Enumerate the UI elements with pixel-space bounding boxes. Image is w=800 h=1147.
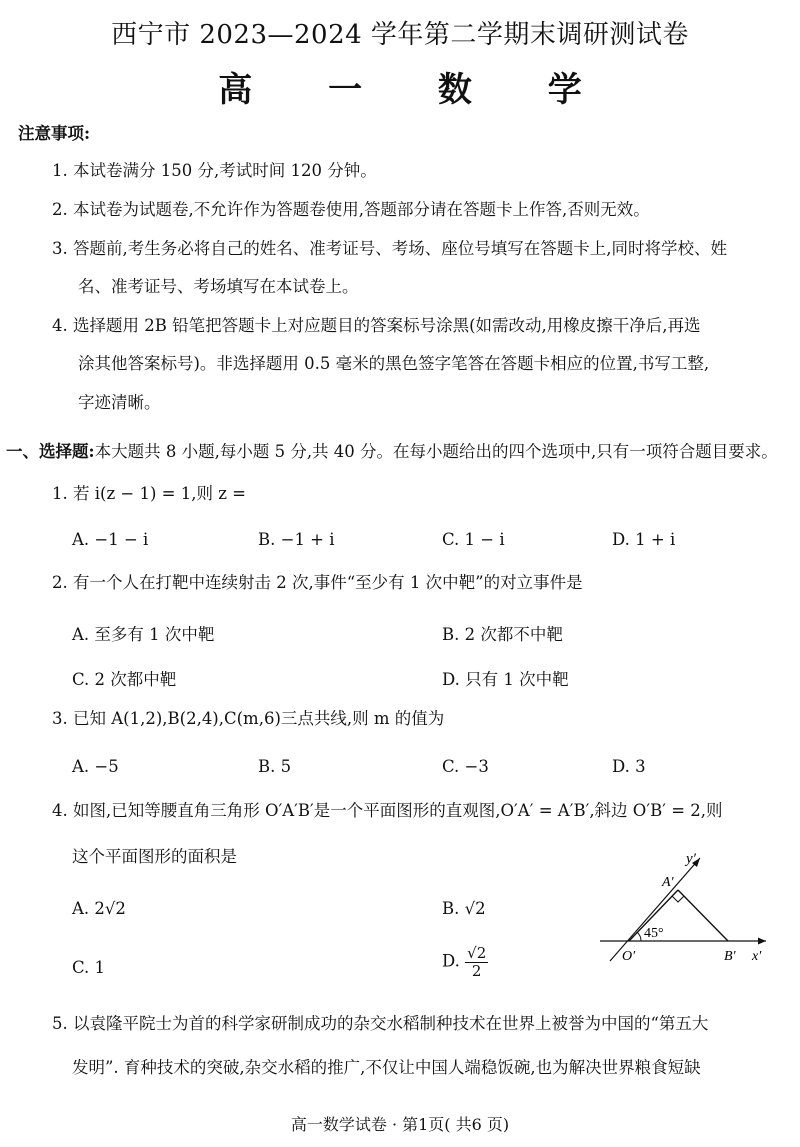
y-axis-line [610,858,700,961]
question-4-option-d [442,945,488,979]
question-1-option-d: D. 1 + i [612,530,676,549]
question-1-stem: 1. 若 i(z − 1) = 1,则 z = [52,484,246,503]
question-3-stem: 3. 已知 A(1,2),B(2,4),C(m,6)三点共线,则 m 的值为 [52,709,445,728]
question-5-stem: 5. 以袁隆平院士为首的科学家研制成功的杂交水稻制种技术在世界上被誉为中国的“第五大 [52,1014,709,1033]
question-4-figure [596,848,776,970]
notice-item-1: 1. 本试卷满分 150 分,考试时间 120 分钟。 [52,161,377,180]
right-angle-mark [672,896,684,902]
notice-item-4-cont2: 字迹清晰。 [78,393,161,412]
question-4-stem-cont: 这个平面图形的面积是 [72,847,237,866]
question-4-option-b: B. √2 [442,899,486,918]
point-a-label: A′ [662,875,674,890]
x-axis-arrow [758,938,766,945]
question-2-option-c: C. 2 次都中靶 [72,670,177,689]
question-4-stem: 4. 如图,已知等腰直角三角形 O′A′B′是一个平面图形的直观图,O′A′ = A′B′,斜边 O′B′ = 2,则 [52,801,723,820]
notice-heading: 注意事项: [18,124,91,143]
notice-item-4: 4. 选择题用 2B 铅笔把答题卡上对应题目的答案标号涂黑(如需改动,用橡皮擦干净后,再选 [52,316,701,335]
side-a-b [678,890,728,941]
question-5-stem-cont: 发明”. 育种技术的突破,杂交水稻的推广,不仅让中国人端稳饭碗,也为解决世界粮食短缺 [72,1058,701,1077]
subject-title: 高 一 数 学 [218,70,614,110]
question-1-option-c: C. 1 − i [442,530,505,549]
x-axis-label: x′ [752,949,762,964]
angle-arc [637,932,641,941]
point-b-label: B′ [724,949,736,964]
notice-item-3-cont: 名、准考证号、考场填写在本试卷上。 [78,277,359,296]
question-2-option-a: A. 至多有 1 次中靶 [72,625,215,644]
fraction-denominator: 2 [471,961,482,980]
question-1-option-b: B. −1 + i [258,530,335,549]
question-3-option-c: C. −3 [442,757,489,776]
question-4-option-a: A. 2√2 [72,899,126,918]
question-2-stem: 2. 有一个人在打靶中连续射击 2 次,事件“至少有 1 次中靶”的对立事件是 [52,573,583,592]
point-o-label: O′ [622,949,636,964]
notice-item-3: 3. 答题前,考生务必将自己的姓名、准考证号、考场、座位号填写在答题卡上,同时将学校、姓 [52,239,727,258]
notice-item-4-cont: 涂其他答案标号)。非选择题用 0.5 毫米的黑色签字笔答在答题卡相应的位置,书写工整, [78,354,710,373]
y-axis-label: y′ [686,851,696,867]
question-3-option-d: D. 3 [612,757,646,776]
question-3-option-a: A. −5 [72,757,119,776]
section-one-heading: 一、选择题: [6,442,95,461]
page-footer: 高一数学试卷 · 第1页( 共6 页) [290,1115,510,1134]
question-3-option-b: B. 5 [258,757,292,776]
section-one-text: 本大题共 8 小题,每小题 5 分,共 40 分。在每小题给出的四个选项中,只有一项符合题目要求。 [94,442,778,461]
fraction-numerator: √2 [467,944,487,962]
question-4-option-c: C. 1 [72,958,106,977]
question-2-option-d: D. 只有 1 次中靶 [442,670,569,689]
question-4-option-d-label: D. [442,951,460,971]
question-1-option-a: A. −1 − i [72,530,149,549]
angle-label: 45° [644,926,664,941]
question-2-option-b: B. 2 次都不中靶 [442,625,563,644]
notice-item-2: 2. 本试卷为试题卷,不允许作为答题卷使用,答题部分请在答题卡上作答,否则无效。 [52,200,650,219]
question-4-option-d-fraction [465,945,488,979]
section-one-intro [6,438,778,462]
exam-title: 西宁市 2023—2024 学年第二学期末调研测试卷 [111,20,689,50]
